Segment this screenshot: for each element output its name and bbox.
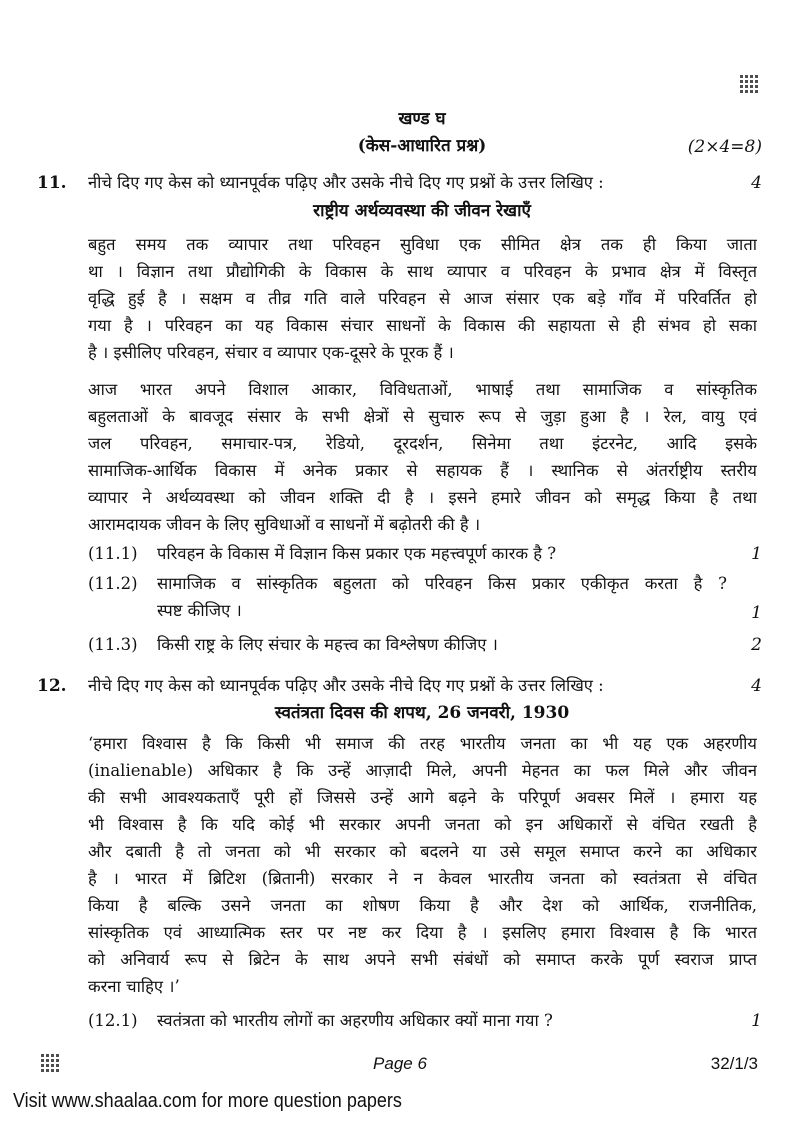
paragraph-line: करना चाहिए ।’ (88, 977, 180, 996)
section-subtitle: (केस-आधारित प्रश्न) (357, 136, 487, 156)
section-marks: (2×4=8) (687, 137, 762, 157)
paragraph-line: बहुत समय तक व्यापार तथा परिवहन सुविधा एक सीमित क्षेत्र तक ही किया जाता (88, 235, 757, 254)
question-number: 11. (37, 173, 67, 193)
paragraph-line: है । भारत में ब्रिटिश (ब्रितानी) सरकार ने न केवल भारतीय जनता को स्वतंत्रता से वंचित (88, 869, 757, 888)
subquestion-text: सामाजिक व सांस्कृतिक बहुलता को परिवहन किस प्रकार एकीकृत करता है ? (157, 574, 727, 593)
question-instruction: नीचे दिए गए केस को ध्यानपूर्वक पढ़िए और उसके नीचे दिए गए प्रश्नों के उत्तर लिखिए : (88, 173, 604, 192)
paragraph-line: आज भारत अपने विशाल आकार, विविधताओं, भाषाई तथा सामाजिक व सांस्कृतिक (88, 380, 757, 399)
paragraph-line: किया है बल्कि उसने जनता का शोषण किया है और देश को आर्थिक, राजनीतिक, (88, 896, 757, 915)
subquestion-text: किसी राष्ट्र के लिए संचार के महत्त्व का विश्लेषण कीजिए । (157, 635, 498, 654)
paragraph-line: जल परिवहन, समाचार-पत्र, रेडियो, दूरदर्शन, सिनेमा तथा इंटरनेट, आदि इसके (88, 434, 757, 453)
subquestion-number: (11.3) (88, 635, 138, 654)
paragraph-line: था । विज्ञान तथा प्रौद्योगिकी के विकास के साथ व्यापार व परिवहन के प्रभाव क्षेत्र में विस्तृत (88, 262, 757, 281)
paragraph-line: ‘हमारा विश्वास है कि किसी भी समाज की तरह भारतीय जनता का भी यह एक अहरणीय (88, 734, 757, 753)
paragraph-line: सांस्कृतिक एवं आध्यात्मिक स्तर पर नष्ट कर दिया है । इसलिए हमारा विश्वास है कि भारत (88, 923, 757, 942)
paragraph-line: भी विश्वास है कि यदि कोई भी सरकार अपनी जनता को इन अधिकारों से वंचित रखती है (88, 815, 757, 834)
page-number: Page 6 (373, 1054, 427, 1073)
paragraph-line: और दबाती है तो जनता को भी सरकार को बदलने या उसे समूल समाप्त करने का अधिकार (88, 842, 757, 861)
qr-code-icon (740, 73, 760, 93)
subquestion-number: (11.1) (88, 544, 138, 563)
qr-code-icon (41, 1054, 59, 1072)
question-marks: 4 (751, 173, 762, 193)
paragraph-line: वृद्धि हुई है । सक्षम व तीव्र गति वाले परिवहन से आज संसार एक बड़े गाँव में परिवर्तित हो (88, 289, 757, 308)
subquestion-text: स्वतंत्रता को भारतीय लोगों का अहरणीय अधिकार क्यों माना गया ? (157, 1011, 553, 1030)
paper-code: 32/1/3 (710, 1054, 758, 1073)
subquestion-marks: 1 (751, 1011, 762, 1031)
question-instruction: नीचे दिए गए केस को ध्यानपूर्वक पढ़िए और उसके नीचे दिए गए प्रश्नों के उत्तर लिखिए : (88, 676, 604, 695)
paragraph-line: (inalienable) अधिकार है कि उन्हें आज़ादी मिले, अपनी मेहनत का फल मिले और जीवन (88, 761, 757, 780)
question-number: 12. (37, 676, 67, 696)
subquestion-marks: 1 (751, 603, 762, 623)
section-title: खण्ड घ (398, 109, 446, 129)
subquestion-text: स्पष्ट कीजिए । (157, 601, 242, 620)
subquestion-number: (11.2) (88, 574, 138, 593)
paragraph-line: व्यापार ने अर्थव्यवस्था को जीवन शक्ति दी है । इसने हमारे जीवन को समृद्ध किया है तथा (88, 488, 757, 507)
promo-link[interactable]: Visit www.shaalaa.com for more question papers (13, 1090, 402, 1112)
paragraph-line: है । इसीलिए परिवहन, संचार व व्यापार एक-दूसरे के पूरक हैं । (88, 343, 454, 362)
subquestion-number: (12.1) (88, 1011, 138, 1030)
paragraph-line: गया है । परिवहन का यह विकास संचार साधनों के विकास की सहायता से ही संभव हो सका (88, 316, 757, 335)
paragraph-line: सामाजिक-आर्थिक विकास में अनेक प्रकार से सहायक हैं । स्थानिक से अंतर्राष्ट्रीय स्तरीय (88, 461, 757, 480)
paragraph-line: को अनिवार्य रूप से ब्रिटेन के साथ अपने सभी संबंधों को समाप्त करके पूर्ण स्वराज प्राप्त (88, 950, 757, 969)
question-marks: 4 (751, 676, 762, 696)
case-title: राष्ट्रीय अर्थव्यवस्था की जीवन रेखाएँ (313, 201, 531, 221)
case-title: स्वतंत्रता दिवस की शपथ, 26 जनवरी, 1930 (274, 703, 570, 723)
subquestion-marks: 1 (751, 544, 762, 564)
subquestion-marks: 2 (751, 635, 762, 655)
subquestion-text: परिवहन के विकास में विज्ञान किस प्रकार एक महत्त्वपूर्ण कारक है ? (157, 544, 557, 563)
paragraph-line: की सभी आवश्यकताएँ पूरी हों जिससे उन्हें आगे बढ़ने के परिपूर्ण अवसर मिलें । हमारा यह (88, 788, 757, 807)
paragraph-line: आरामदायक जीवन के लिए सुविधाओं व साधनों में बढ़ोतरी की है । (88, 515, 481, 534)
paragraph-line: बहुलताओं के बावजूद संसार के सभी क्षेत्रों से सुचारु रूप से जुड़ा हुआ है । रेल, वायु एवं (88, 407, 757, 426)
